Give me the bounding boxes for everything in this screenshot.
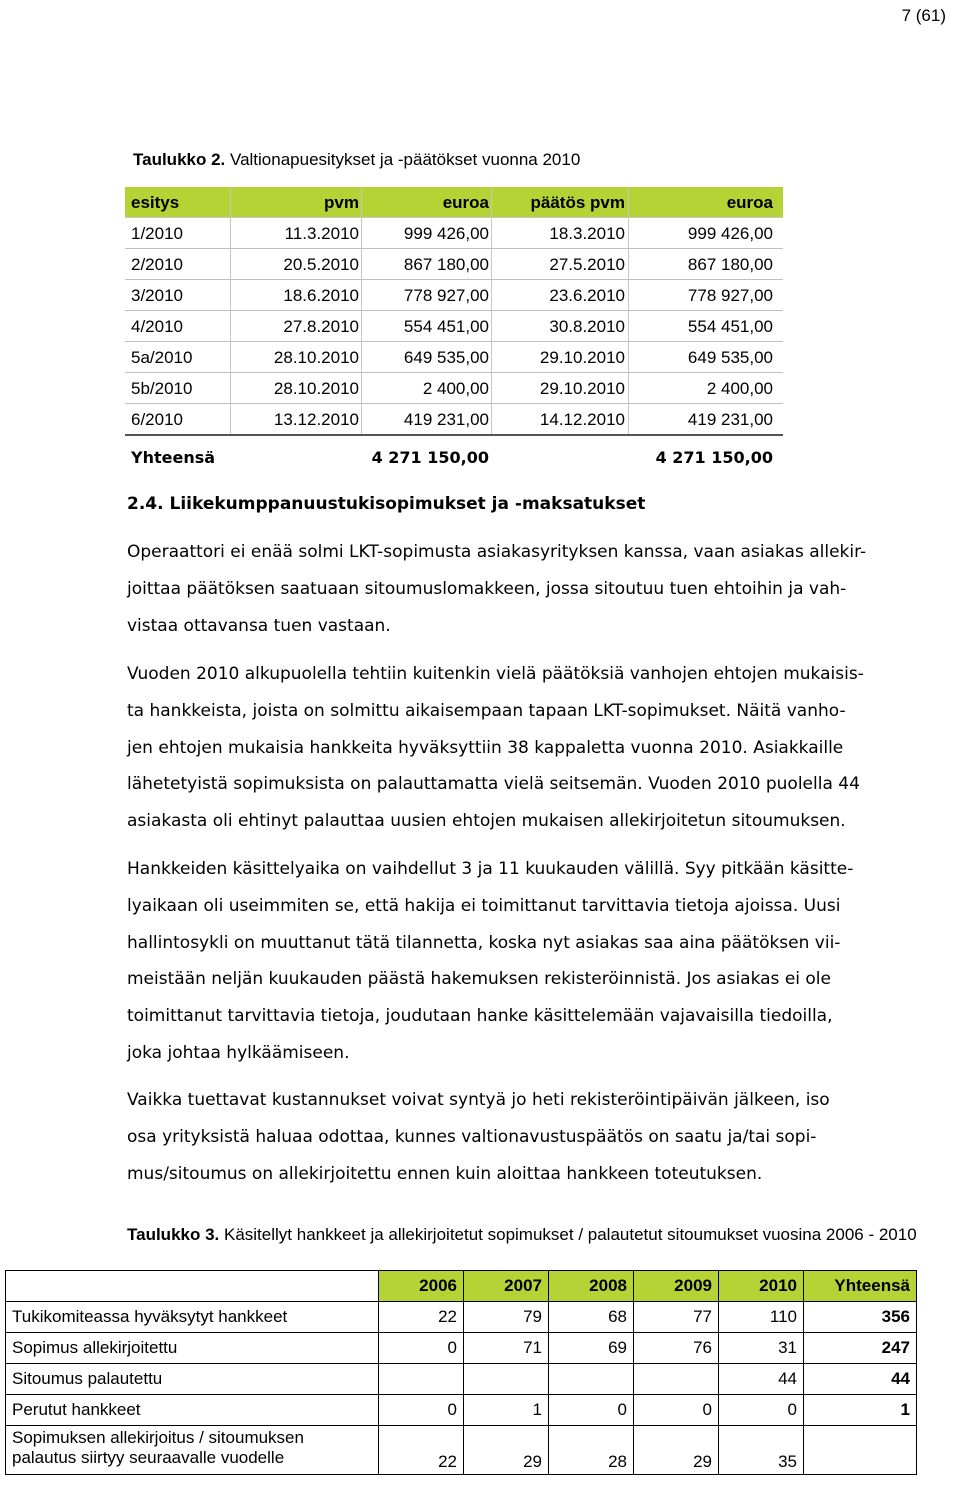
section-heading: 2.4. Liikekumppanuustukisopimukset ja -maksatukset xyxy=(127,494,646,514)
table3-row xyxy=(6,1333,917,1364)
table2-cell: 18.3.2010 xyxy=(549,224,625,243)
table2-cell: 5a/2010 xyxy=(131,348,193,367)
table3-row-label-line: Sopimuksen allekirjoitus / sitoumuksen xyxy=(12,1428,304,1447)
table2-cell: 419 231,00 xyxy=(687,410,773,429)
paragraph-line: joka johtaa hylkäämiseen. xyxy=(127,1042,350,1063)
table3-total-cell: 356 xyxy=(804,1302,917,1333)
paragraph-4 xyxy=(127,1082,927,1192)
table2-cell: 11.3.2010 xyxy=(284,224,359,243)
table2-cell: 23.6.2010 xyxy=(549,286,625,305)
table2-cell: 14.12.2010 xyxy=(539,410,625,429)
table3-row xyxy=(6,1395,917,1426)
table3-header-cell: 2007 xyxy=(464,1271,549,1302)
paragraph-2 xyxy=(127,656,927,840)
table3-cell: 71 xyxy=(464,1333,549,1364)
table3-row xyxy=(6,1426,917,1475)
table2-cell: 867 180,00 xyxy=(403,255,489,274)
table2-cell: 778 927,00 xyxy=(687,286,773,305)
table2-row xyxy=(125,373,783,404)
table2-header-cell: esitys xyxy=(131,193,180,212)
page-number: 7 (61) xyxy=(901,6,946,25)
paragraph-line: meistään neljän kuukauden päästä hakemuksen rekisteröinnistä. Jos asiakas ei ole xyxy=(127,969,831,990)
table2-cell: 29.10.2010 xyxy=(539,379,625,398)
table2-cell: 649 535,00 xyxy=(687,348,773,367)
table3-cell: 0 xyxy=(719,1395,804,1426)
paragraph-line: Vaikka tuettavat kustannukset voivat syntyä jo heti rekisteröintipäivän jälkeen, iso xyxy=(127,1090,830,1110)
table2-caption-text: Valtionapuesitykset ja -päätökset vuonna 2010 xyxy=(225,150,581,169)
table3-row-label: Sopimus allekirjoitettu xyxy=(6,1333,379,1364)
table2-total-label: Yhteensä xyxy=(131,448,216,467)
table2-cell: 13.12.2010 xyxy=(273,410,359,429)
table3-caption xyxy=(127,1224,957,1246)
table2-header-row xyxy=(125,187,783,218)
table3-header-cell: 2006 xyxy=(379,1271,464,1302)
table2-cell: 3/2010 xyxy=(131,286,183,305)
table2-cell: 2 400,00 xyxy=(422,379,489,398)
table3-total-cell xyxy=(804,1426,917,1475)
table3-cell: 31 xyxy=(719,1333,804,1364)
table3-total-cell: 247 xyxy=(804,1333,917,1364)
paragraph-line: mus/sitoumus on allekirjoitettu ennen kuin aloittaa hankkeen toteutuksen. xyxy=(127,1163,763,1184)
table2-cell: 30.8.2010 xyxy=(549,317,625,336)
table3-row xyxy=(6,1302,917,1333)
table3 xyxy=(5,1270,917,1475)
table3-header-cell: 2010 xyxy=(719,1271,804,1302)
table3-cell xyxy=(464,1364,549,1395)
table2-cell: 419 231,00 xyxy=(403,410,489,429)
table3-header-cell: 2008 xyxy=(549,1271,634,1302)
paragraph-line: Vuoden 2010 alkupuolella tehtiin kuitenkin vielä päätöksiä vanhojen ehtojen mukaisis- xyxy=(127,664,864,684)
table2-row xyxy=(125,342,783,373)
table3-cell: 28 xyxy=(549,1426,634,1475)
table3-cell: 68 xyxy=(549,1302,634,1333)
table3-cell: 29 xyxy=(464,1426,549,1475)
table2 xyxy=(125,187,783,472)
table2-cell: 649 535,00 xyxy=(403,348,489,367)
paragraph-line: asiakasta oli ehtinyt palauttaa uusien ehtojen mukaisen allekirjoitetun sitoumuksen. xyxy=(127,811,846,832)
table2-cell: 778 927,00 xyxy=(403,286,489,305)
table3-cell: 1 xyxy=(464,1395,549,1426)
table2-cell: 27.8.2010 xyxy=(283,317,359,336)
table3-header-cell xyxy=(6,1271,379,1302)
table3-cell: 69 xyxy=(549,1333,634,1364)
table2-cell: 1/2010 xyxy=(131,224,183,243)
table2-cell: 554 451,00 xyxy=(687,317,773,336)
table2-row xyxy=(125,404,783,436)
table3-cell: 77 xyxy=(634,1302,719,1333)
paragraph-line: vistaa ottavansa tuen vastaan. xyxy=(127,615,391,636)
table2-header-cell: päätös pvm xyxy=(530,193,625,212)
table3-cell: 0 xyxy=(634,1395,719,1426)
paragraph-line: lähetetyistä sopimuksista on palauttamatta vielä seitsemän. Vuoden 2010 puolella 44 xyxy=(127,774,860,795)
table2-header-cell: pvm xyxy=(324,193,359,212)
paragraph-line: Operaattori ei enää solmi LKT-sopimusta asiakasyrityksen kanssa, vaan asiakas allekir- xyxy=(127,542,867,562)
table3-total-cell: 44 xyxy=(804,1364,917,1395)
table3-total-cell: 1 xyxy=(804,1395,917,1426)
table3-cell: 44 xyxy=(719,1364,804,1395)
table3-cell: 35 xyxy=(719,1426,804,1475)
table3-header-row xyxy=(6,1271,917,1302)
table2-cell: 18.6.2010 xyxy=(283,286,359,305)
table2-cell: 29.10.2010 xyxy=(539,348,625,367)
table2-cell: 20.5.2010 xyxy=(283,255,359,274)
table3-row-label-line: palautus siirtyy seuraavalle vuodelle xyxy=(12,1448,285,1467)
table2-row xyxy=(125,280,783,311)
table2-cell: 4/2010 xyxy=(131,317,183,336)
table2-row xyxy=(125,311,783,342)
table2-cell: 28.10.2010 xyxy=(273,348,359,367)
paragraph-line: toimittanut tarvittavia tietoja, joudutaan hanke käsittelemään vajavaisilla tiedoilla, xyxy=(127,1006,833,1027)
table2-cell: 27.5.2010 xyxy=(549,255,625,274)
table3-cell xyxy=(379,1364,464,1395)
table3-cell: 0 xyxy=(379,1395,464,1426)
table2-header-cell: euroa xyxy=(442,193,489,212)
table2-row xyxy=(125,249,783,280)
table2-cell: 28.10.2010 xyxy=(273,379,359,398)
table3-header-cell: 2009 xyxy=(634,1271,719,1302)
table2-total-row xyxy=(125,436,783,472)
table3-caption-text: Käsitellyt hankkeet ja allekirjoitetut sopimukset / palautetut sitoumukset vuosina 2006 - 2010 xyxy=(219,1225,917,1244)
table3-header-cell: Yhteensä xyxy=(804,1271,917,1302)
table2-cell: 867 180,00 xyxy=(687,255,773,274)
paragraph-line: hallintosykli on muuttanut tätä tilannetta, koska nyt asiakas saa aina päätöksen vii- xyxy=(127,932,841,953)
paragraph-line: osa yrityksistä haluaa odottaa, kunnes valtionavustuspäätös on saatu ja/tai sopi- xyxy=(127,1126,817,1147)
table2-caption xyxy=(133,150,580,170)
table3-row xyxy=(6,1364,917,1395)
table3-cell: 22 xyxy=(379,1426,464,1475)
table3-cell: 22 xyxy=(379,1302,464,1333)
table3-cell xyxy=(634,1364,719,1395)
table2-cell: 554 451,00 xyxy=(403,317,489,336)
table3-cell: 110 xyxy=(719,1302,804,1333)
table2-caption-label: Taulukko 2. xyxy=(133,150,226,169)
table3-cell: 29 xyxy=(634,1426,719,1475)
table3-row-label: Sitoumus palautettu xyxy=(6,1364,379,1395)
paragraph-line: lyaikaan oli useimmiten se, että hakija ei toimittanut tarvittavia tietoja ajoissa. Uusi xyxy=(127,895,841,916)
paragraph-3 xyxy=(127,851,927,1072)
table3-cell: 76 xyxy=(634,1333,719,1364)
table3-cell: 79 xyxy=(464,1302,549,1333)
table2-cell: 5b/2010 xyxy=(131,379,193,398)
table2-cell: 2/2010 xyxy=(131,255,183,274)
table3-cell: 0 xyxy=(549,1395,634,1426)
table3-row-label: Tukikomiteassa hyväksytyt hankkeet xyxy=(6,1302,379,1333)
table3-row-label xyxy=(6,1426,379,1475)
table2-row xyxy=(125,218,783,249)
paragraph-line: ta hankkeista, joista on solmittu aikaisempaan tapaan LKT-sopimukset. Näitä vanho- xyxy=(127,700,846,721)
table2-cell: 999 426,00 xyxy=(687,224,773,243)
paragraph-line: jen ehtojen mukaisia hankkeita hyväksyttiin 38 kappaletta vuonna 2010. Asiakkaille xyxy=(127,737,844,758)
table2-total-proposed: 4 271 150,00 xyxy=(371,448,489,467)
paragraph-line: joittaa päätöksen saatuaan sitoumuslomakkeen, jossa sitoutuu tuen ehtoihin ja vah- xyxy=(127,578,847,599)
table3-cell xyxy=(549,1364,634,1395)
table3-cell: 0 xyxy=(379,1333,464,1364)
table2-cell: 999 426,00 xyxy=(403,224,489,243)
table2-cell: 6/2010 xyxy=(131,410,183,429)
table3-caption-label: Taulukko 3. xyxy=(127,1225,220,1244)
paragraph-line: Hankkeiden käsittelyaika on vaihdellut 3 ja 11 kuukauden välillä. Syy pitkään käsitte- xyxy=(127,859,854,879)
table3-row-label: Perutut hankkeet xyxy=(6,1395,379,1426)
table2-header-cell: euroa xyxy=(726,193,773,212)
table2-cell: 2 400,00 xyxy=(706,379,773,398)
paragraph-1 xyxy=(127,534,927,644)
table2-total-decided: 4 271 150,00 xyxy=(655,448,773,467)
